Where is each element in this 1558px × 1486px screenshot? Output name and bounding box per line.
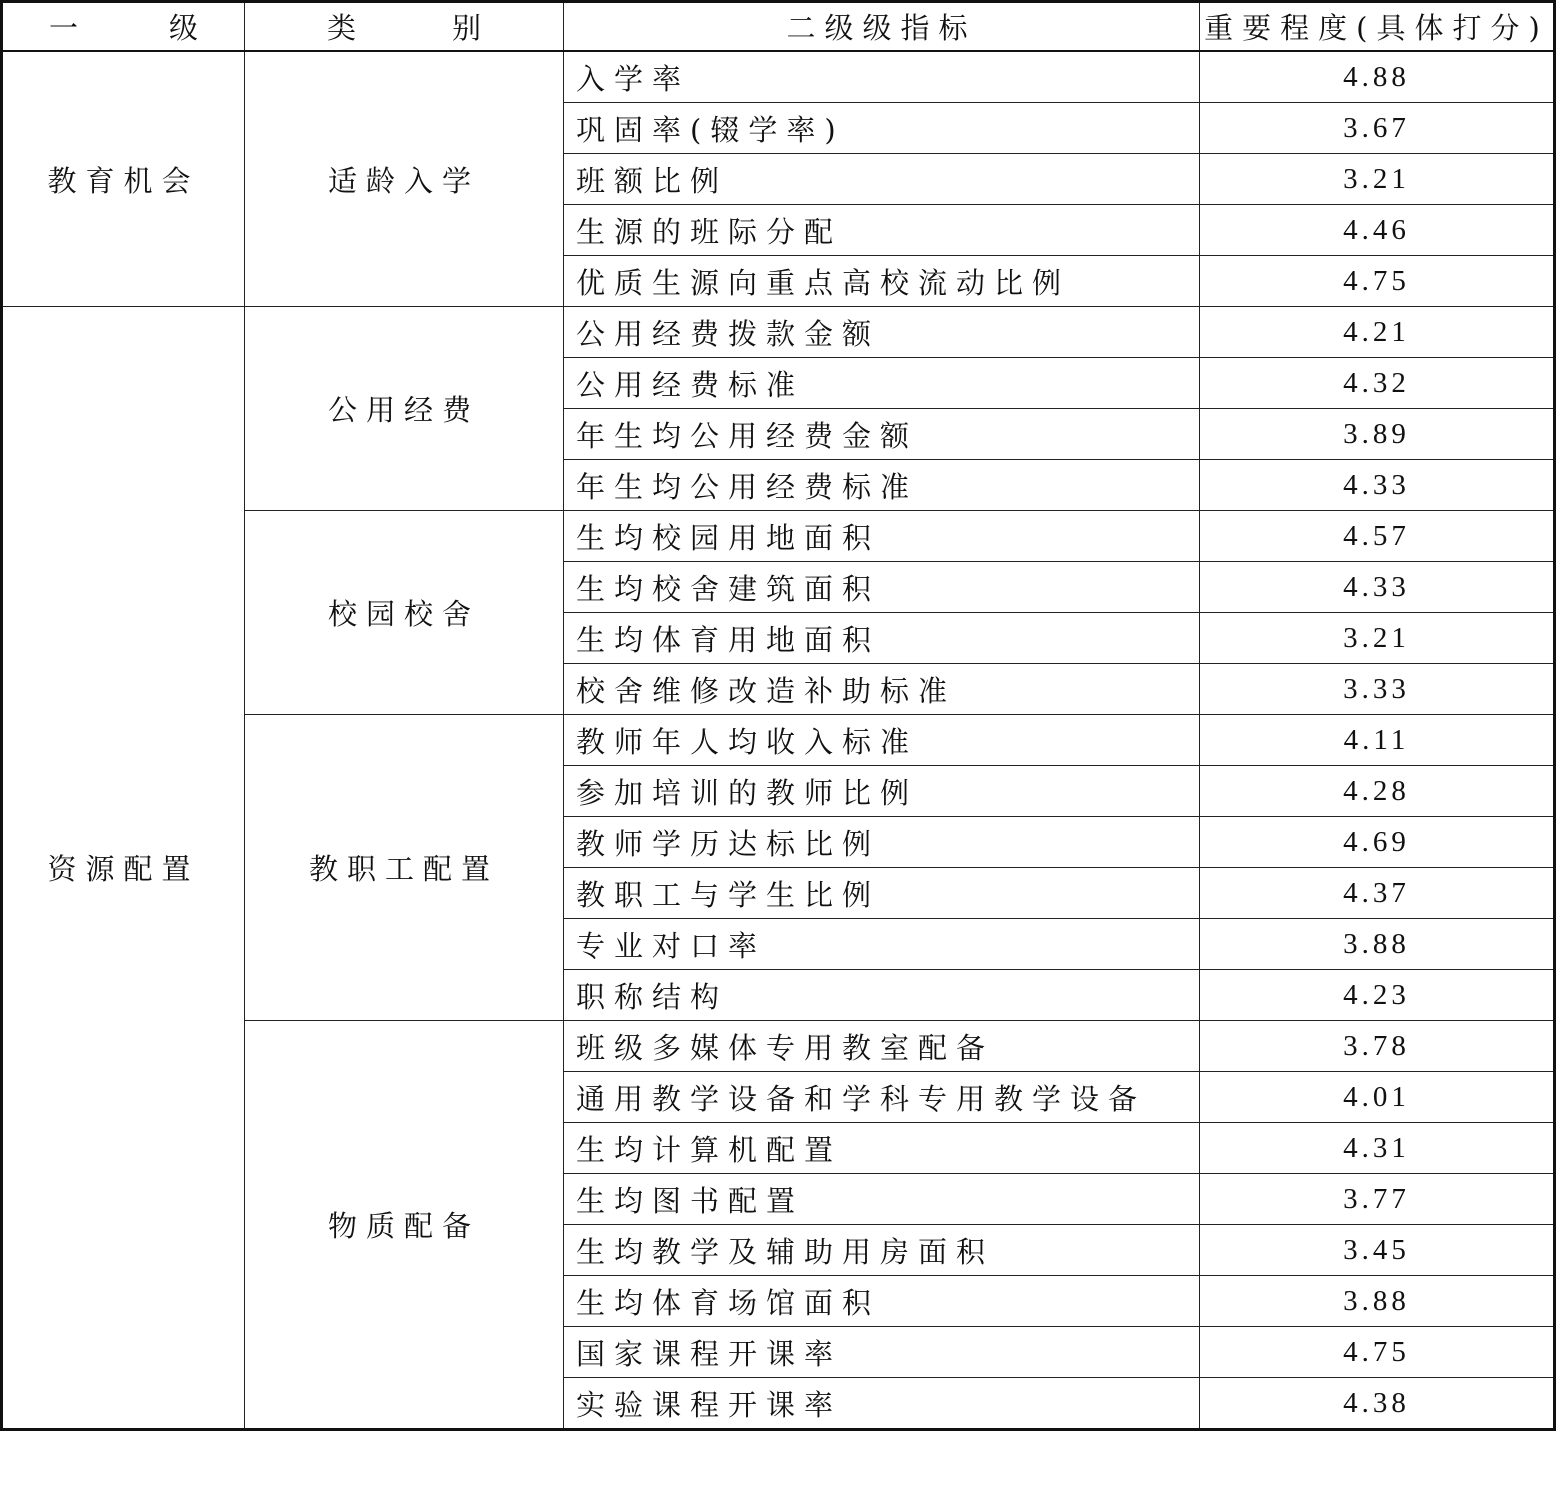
indicator-cell: 教师学历达标比例 <box>564 817 1200 868</box>
header-category-char-2: 别 <box>451 11 481 45</box>
score-cell: 3.33 <box>1200 664 1555 715</box>
indicator-cell: 生均校舍建筑面积 <box>564 562 1200 613</box>
indicator-cell: 优质生源向重点高校流动比例 <box>564 256 1200 307</box>
table-row <box>2 307 1555 358</box>
score-cell: 4.88 <box>1200 51 1555 103</box>
indicator-cell: 职称结构 <box>564 970 1200 1021</box>
indicator-cell: 生源的班际分配 <box>564 205 1200 256</box>
table-body <box>2 51 1555 1430</box>
indicator-cell: 教职工与学生比例 <box>564 868 1200 919</box>
score-cell: 4.01 <box>1200 1072 1555 1123</box>
score-cell: 4.75 <box>1200 1327 1555 1378</box>
score-cell: 4.11 <box>1200 715 1555 766</box>
score-cell: 4.38 <box>1200 1378 1555 1430</box>
indicator-cell: 生均校园用地面积 <box>564 511 1200 562</box>
score-cell: 3.45 <box>1200 1225 1555 1276</box>
indicator-cell: 年生均公用经费标准 <box>564 460 1200 511</box>
header-level1-char-2: 级 <box>168 11 198 45</box>
score-cell: 4.37 <box>1200 868 1555 919</box>
score-cell: 4.28 <box>1200 766 1555 817</box>
score-cell: 4.69 <box>1200 817 1555 868</box>
indicator-cell: 专业对口率 <box>564 919 1200 970</box>
header-category <box>245 2 564 52</box>
level1-cell: 教育机会 <box>2 51 245 307</box>
score-cell: 4.33 <box>1200 460 1555 511</box>
score-cell: 3.21 <box>1200 154 1555 205</box>
category-cell: 公用经费 <box>245 307 564 511</box>
indicator-cell: 国家课程开课率 <box>564 1327 1200 1378</box>
score-cell: 3.67 <box>1200 103 1555 154</box>
score-cell: 4.75 <box>1200 256 1555 307</box>
indicator-cell: 实验课程开课率 <box>564 1378 1200 1430</box>
score-cell: 4.46 <box>1200 205 1555 256</box>
table-row <box>2 51 1555 103</box>
indicator-cell: 班额比例 <box>564 154 1200 205</box>
level1-cell: 资源配置 <box>2 307 245 1430</box>
header-category-char-1: 类 <box>327 11 357 45</box>
score-cell: 3.21 <box>1200 613 1555 664</box>
score-cell: 3.77 <box>1200 1174 1555 1225</box>
indicator-cell: 年生均公用经费金额 <box>564 409 1200 460</box>
score-cell: 4.21 <box>1200 307 1555 358</box>
score-cell: 4.33 <box>1200 562 1555 613</box>
header-score: 重要程度(具体打分) <box>1200 2 1555 52</box>
indicator-cell: 生均图书配置 <box>564 1174 1200 1225</box>
score-cell: 4.31 <box>1200 1123 1555 1174</box>
score-cell: 3.88 <box>1200 919 1555 970</box>
indicator-cell: 公用经费拨款金额 <box>564 307 1200 358</box>
header-row <box>2 2 1555 52</box>
score-cell: 3.88 <box>1200 1276 1555 1327</box>
indicator-cell: 生均体育用地面积 <box>564 613 1200 664</box>
score-cell: 3.78 <box>1200 1021 1555 1072</box>
category-cell: 物质配备 <box>245 1021 564 1430</box>
header-level1 <box>2 2 245 52</box>
indicator-cell: 参加培训的教师比例 <box>564 766 1200 817</box>
header-indicator: 二级级指标 <box>564 2 1200 52</box>
indicator-cell: 巩固率(辍学率) <box>564 103 1200 154</box>
indicator-cell: 通用教学设备和学科专用教学设备 <box>564 1072 1200 1123</box>
indicator-cell: 班级多媒体专用教室配备 <box>564 1021 1200 1072</box>
score-cell: 4.57 <box>1200 511 1555 562</box>
indicator-cell: 教师年人均收入标准 <box>564 715 1200 766</box>
category-cell: 教职工配置 <box>245 715 564 1021</box>
category-cell: 校园校舍 <box>245 511 564 715</box>
indicator-cell: 校舍维修改造补助标准 <box>564 664 1200 715</box>
score-cell: 4.32 <box>1200 358 1555 409</box>
score-cell: 4.23 <box>1200 970 1555 1021</box>
category-cell: 适龄入学 <box>245 51 564 307</box>
score-cell: 3.89 <box>1200 409 1555 460</box>
indicator-cell: 生均计算机配置 <box>564 1123 1200 1174</box>
header-level1-char-1: 一 <box>49 11 79 45</box>
indicator-cell: 生均体育场馆面积 <box>564 1276 1200 1327</box>
indicator-cell: 入学率 <box>564 51 1200 103</box>
indicator-cell: 公用经费标准 <box>564 358 1200 409</box>
indicator-cell: 生均教学及辅助用房面积 <box>564 1225 1200 1276</box>
